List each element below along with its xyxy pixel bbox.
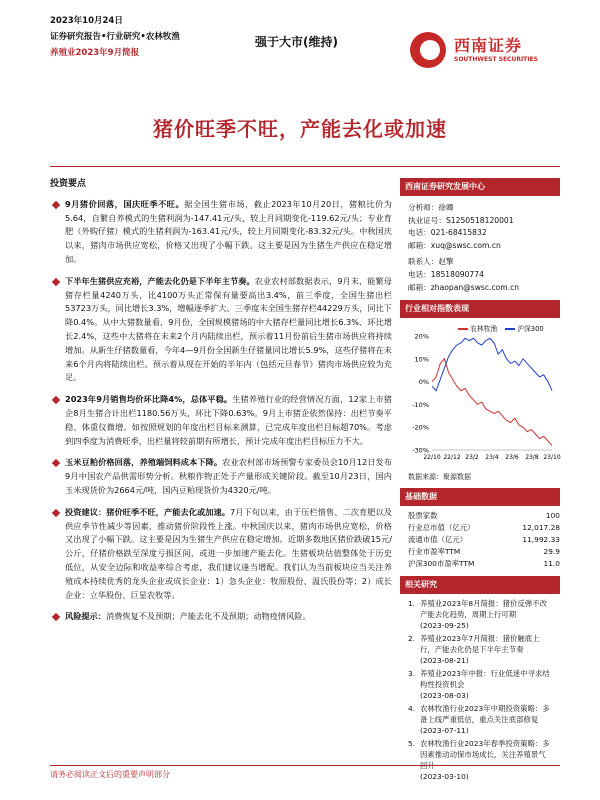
institution-header: 西南证券研究发展中心	[400, 178, 560, 196]
bullet-lead: 9月猪价回落，国庆旺季不旺。	[65, 198, 185, 209]
table-row	[408, 546, 560, 558]
report-type: 证券研究报告•行业研究•农林牧渔	[50, 32, 180, 42]
row-value: 29.9	[543, 547, 560, 557]
legend-swatch	[505, 328, 515, 330]
email[interactable]: zhaopan@swsc.com.cn	[430, 282, 520, 292]
related-report-item[interactable]	[408, 598, 552, 631]
relative-index-chart	[400, 318, 560, 470]
x-tick-label: 23/4	[485, 454, 499, 462]
x-tick-label: 23/2	[465, 454, 479, 462]
row-value: 12,017.28	[522, 523, 560, 533]
report-date: (2023-07-11)	[420, 726, 469, 736]
report-name: 养殖业2023年9月简报	[50, 48, 140, 58]
report-title: 养殖业2023年7月简报：猪价触底上行，产能去化仍是下半年主节奏	[420, 634, 540, 655]
report-date: 2023年10月24日	[50, 16, 123, 26]
legend-label: 农林牧渔	[470, 325, 498, 334]
analyst-name: 徐卿	[438, 203, 454, 212]
row-value: 11,992.33	[522, 535, 560, 545]
analyst-info	[400, 196, 560, 298]
label: 电话：	[408, 228, 431, 238]
disclaimer-note: 请务必阅读正文后的重要声明部分	[50, 770, 170, 779]
row-value: 100	[545, 511, 560, 521]
bullet-lead: 风险提示：	[65, 611, 106, 622]
row-label: 股票家数	[408, 511, 438, 521]
y-tick-label: 20%	[414, 332, 429, 341]
y-tick-label: -20%	[412, 423, 429, 432]
related-header: 相关研究	[400, 576, 560, 594]
phone: 021-68415832	[430, 228, 487, 238]
legend-item-ag	[458, 323, 497, 333]
item-number: 4.	[408, 704, 416, 714]
industry-rating: 强于大市(维持)	[255, 35, 338, 49]
analyst-row	[408, 202, 552, 215]
related-report-item[interactable]	[408, 668, 552, 701]
item-number: 3.	[408, 669, 416, 679]
bullet-price	[50, 198, 392, 267]
basic-data-table	[408, 510, 560, 570]
header	[0, 0, 600, 80]
bullet-text: 农业农村部数据表示，9月末，能繁母猪存栏量4240万头，比4100万头正常保有量要高出3.4%，前三季度，全国生猪出栏53723万头，同比增长3.3%，增幅逐季扩大。三季度末全国生猪存栏44229万头，同比下降0.4%。从中大猪数量看，9月份，全国规模猪场的中大猪存栏量同比增长6.3%、环比增长2.4%，这些中大猪将在未来2个月内陆续出栏，预示着11月份前后生猪市场供应将持续增加。从新生仔猪数量看，今年4—9月份全国新生仔猪量同比增长5.9%，这些仔猪将在未来6个月内将陆续出栏。预示着从现在开始的半年内（包括元旦春节）猪肉市场供应较为充足。	[65, 275, 392, 383]
investment-highlights	[50, 178, 392, 632]
row-label: 行业市盈率TTM	[408, 547, 461, 557]
chart-header: 行业相对指数表现	[400, 300, 560, 318]
contact-row	[408, 256, 552, 269]
chart-source: 数据来源：聚源数据	[408, 473, 471, 482]
tel-row-2	[408, 269, 552, 282]
footer	[50, 765, 560, 780]
x-tick-label: 23/6	[505, 454, 519, 462]
bullet-feed	[50, 456, 392, 497]
legend-label: 沪深300	[517, 325, 544, 334]
related-list	[400, 594, 560, 788]
related-report-item[interactable]	[408, 633, 552, 666]
series-line-0	[432, 359, 552, 446]
basic-data-header: 基础数据	[400, 488, 560, 506]
table-row	[408, 558, 560, 570]
label: 邮箱：	[408, 240, 431, 250]
bullet-text: 消费恢复不及预期；产能去化不及预期；动物疫情风险。	[105, 611, 311, 622]
y-tick-label: 0%	[418, 378, 429, 387]
bullet-text: 农业农村部市场预警专家委员会10月12日发布9月中国农产品供需形势分析。秋粮作物正处于产量形成关键阶段。截至10月23日，国内玉米现货价为2664元/吨，国内豆粕现货价为4320元/吨。	[65, 457, 392, 495]
label: 联系人：	[408, 257, 439, 267]
label: 分析师：	[408, 203, 439, 212]
item-number: 5.	[408, 739, 416, 749]
label: 执业证号：	[408, 215, 446, 225]
mail-row-2[interactable]	[408, 282, 552, 295]
chart-legend	[458, 323, 544, 333]
label: 邮箱：	[408, 282, 431, 292]
title-divider	[50, 166, 560, 167]
row-label: 沪深300市盈率TTM	[408, 559, 475, 569]
cert-number: S1250518120001	[445, 215, 514, 225]
report-date: (2023-08-03)	[420, 691, 469, 701]
row-label: 行业总市值（亿元）	[408, 523, 475, 533]
bullet-text: 生猪养殖行业的经营情况方面，12家上市猪企8月生猪合计出栏1180.56万头，环比下降0.63%。9月上市猪企依然保持：出栏节奏平稳、体重仪微增。如按照规划的年度出栏目标来测算，已完成年度出栏目标超70%。考虑到四季度为消费旺季，出栏量将较前期有所增长，预计完成年度出栏目标压力不大。	[65, 394, 392, 446]
bullet-sales	[50, 393, 392, 448]
bullet-risk	[50, 610, 392, 624]
report-title: 农林牧渔行业2023年春季投资策略：多因素推动动保市场成长，关注养殖景气	[420, 739, 550, 760]
x-tick-label: 23/10	[543, 454, 561, 462]
table-row	[408, 534, 560, 546]
series-line-1	[432, 338, 552, 390]
x-tick-label: 22/12	[443, 454, 461, 462]
chart-svg	[404, 322, 561, 466]
tel-row	[408, 227, 552, 240]
company-logo	[410, 30, 560, 70]
related-report-item[interactable]	[408, 703, 552, 736]
footer-divider	[50, 765, 560, 766]
legend-item-hs300	[505, 323, 544, 333]
bullet-lead: 下半年生猪供应充裕，产能去化仍是下半年主节奏。	[65, 275, 255, 286]
report-title: 农林牧渔行业2023年中期投资策略：多备上线严重低估，重点关注底部修复	[420, 704, 550, 725]
header-meta	[50, 13, 180, 61]
row-label: 流通市值（亿元）	[408, 535, 468, 545]
phone: 18518090774	[430, 269, 484, 279]
logo-text-cn: 西南证券	[454, 36, 523, 55]
mail-row[interactable]	[408, 240, 552, 253]
cert-row	[408, 215, 552, 228]
bullet-text: 7月下旬以来，由于压栏惜售、二次育肥以及供应季节性减少等因素，推动猪价阶段性上涨。中秋国庆以来，猪肉市场供应宽松，价格又出现了小幅下跌。这主要是因为生猪生产供应在稳定增加。近期多数地区猪价跌破15元/公斤，仔猪价格跌至深度亏损区间，或进一步加速产能去化。生猪板块估值整体处于历史低位，从安全边际和收益率综合考虑，我们建议逢当增配。我们认为当前板块应当关注养殖成本持续优秀的龙头企业或成长企业：1）急头企业：牧原股份、温氏股份等；2）成长企业：立华股份、巨星农牧等。	[65, 506, 392, 600]
report-title: 养殖业2023年8月简报：猪价反弹不改产能去化趋势，周期上行可期	[420, 599, 547, 620]
y-tick-label: -10%	[412, 401, 429, 410]
y-tick-label: 10%	[414, 355, 429, 364]
item-number: 2.	[408, 634, 416, 644]
logo-mark-icon	[410, 32, 446, 68]
bullet-supply	[50, 275, 392, 385]
bullet-advice	[50, 506, 392, 603]
report-title: 猪价旺季不旺，产能去化或加速	[153, 117, 447, 141]
report-date: (2023-09-25)	[420, 621, 469, 631]
label: 电话：	[408, 269, 431, 279]
x-tick-label: 23/8	[525, 454, 539, 462]
contact-name: 赵擎	[438, 257, 454, 267]
report-date: (2023-08-21)	[420, 656, 469, 666]
legend-swatch	[458, 328, 468, 330]
bullet-text: 据全国生猪市场，截止2023年10月20日，猪粮比价为5.64，自繁自养模式的生猪利润为-147.41元/头，较上月同期变化-119.62元/头；专业育肥（外购仔猪）模式的生猪利润为-163.41元/头，较上月同期变化-83.32元/头。中秋国庆以来，猪肉市场供应宽松，价格又出现了小幅下跌。这主要是因为生猪生产供应在稳定增加。	[65, 198, 392, 264]
sidebar	[400, 178, 560, 788]
table-row	[408, 522, 560, 534]
report-title: 养殖业2023年中报：行业低迷中寻求结构性投资机会	[420, 669, 550, 690]
report-date: (2023-03-10)	[420, 772, 469, 782]
row-value: 11.0	[543, 559, 560, 569]
bullet-lead: 玉米豆粕价格回落，养殖端饲料成本下降。	[65, 457, 223, 468]
email[interactable]: xuq@swsc.com.cn	[430, 240, 501, 250]
item-number: 1.	[408, 599, 416, 609]
x-tick-label: 22/10	[423, 454, 441, 462]
logo-text-en: SOUTHWEST SECURITIES	[454, 56, 538, 63]
bullet-lead: 2023年9月销售均价环比降4%，总体平稳。	[65, 394, 233, 405]
section-heading: 投资要点	[50, 179, 87, 189]
bullet-lead: 投资建议：猪价旺季不旺，产能去化或加速。	[65, 506, 231, 517]
table-row	[408, 510, 560, 522]
y-tick-label: -30%	[412, 446, 429, 455]
